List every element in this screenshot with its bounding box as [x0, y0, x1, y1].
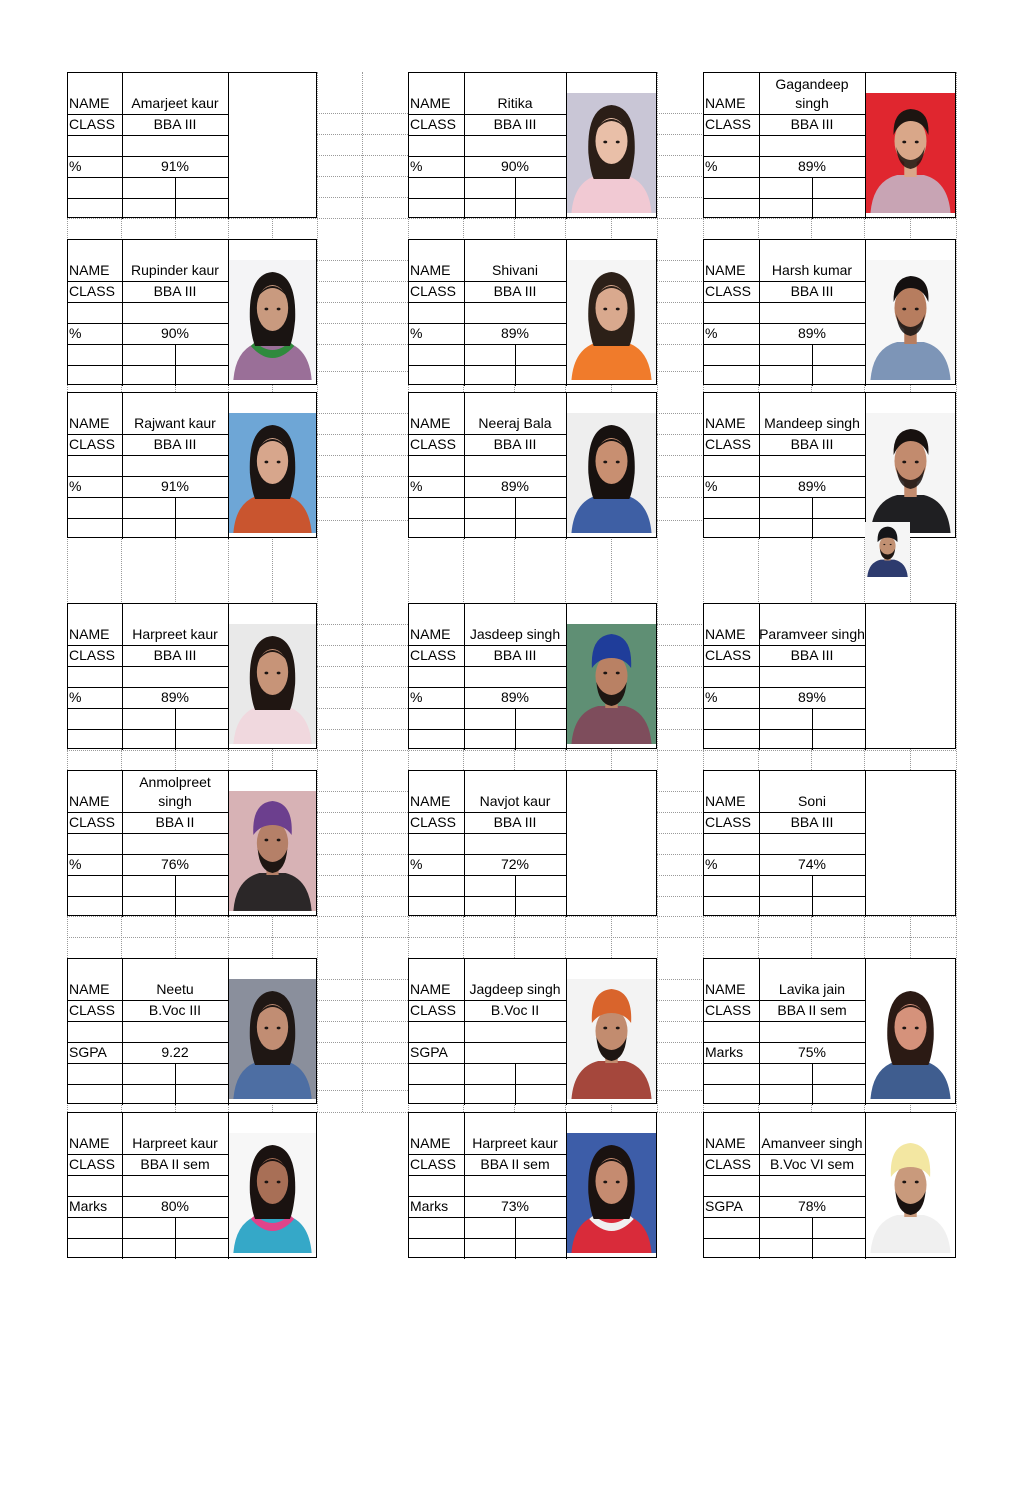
score-label: %	[705, 158, 718, 174]
student-class: BBA III	[153, 116, 197, 132]
student-card	[408, 770, 657, 916]
student-class: BBA II sem	[777, 1002, 847, 1018]
name-label: NAME	[69, 981, 110, 997]
name-label: NAME	[69, 626, 110, 642]
student-card	[67, 770, 317, 916]
student-card	[703, 392, 956, 538]
student-score: 91%	[160, 158, 190, 174]
name-label: NAME	[69, 95, 110, 111]
student-class: B.Voc II	[490, 1002, 540, 1018]
score-label: %	[705, 325, 718, 341]
student-card	[67, 392, 317, 538]
student-card	[67, 72, 317, 218]
score-label: %	[69, 325, 82, 341]
score-label: %	[410, 689, 423, 705]
student-score: 78%	[797, 1198, 827, 1214]
student-score: 76%	[160, 856, 190, 872]
student-class: BBA III	[493, 116, 537, 132]
student-name: Neetu	[156, 981, 194, 997]
student-score: 72%	[500, 856, 530, 872]
student-name: Navjot kaur	[479, 793, 551, 809]
score-label: Marks	[410, 1198, 449, 1214]
student-score: 74%	[797, 856, 827, 872]
student-card	[67, 603, 317, 749]
student-card	[703, 770, 956, 916]
student-name: Shivani	[492, 262, 538, 278]
class-label: CLASS	[410, 647, 456, 663]
name-label: NAME	[705, 415, 746, 431]
female-photo	[229, 979, 316, 1099]
score-label: SGPA	[69, 1044, 107, 1060]
score-label: %	[69, 856, 82, 872]
student-score: 89%	[797, 325, 827, 341]
student-score: 89%	[500, 689, 530, 705]
female-photo	[567, 93, 656, 213]
score-label: %	[705, 689, 718, 705]
male-photo	[866, 413, 955, 533]
name-label: NAME	[410, 793, 451, 809]
student-score: 90%	[500, 158, 530, 174]
class-label: CLASS	[69, 116, 115, 132]
class-label: CLASS	[705, 283, 751, 299]
student-class: B.Voc III	[148, 1002, 202, 1018]
female-photo	[229, 624, 316, 744]
name-label: NAME	[705, 262, 746, 278]
female-photo	[229, 260, 316, 380]
student-card	[408, 392, 657, 538]
student-name: Paramveer singh	[759, 626, 865, 642]
class-label: CLASS	[410, 814, 456, 830]
turban-photo	[229, 791, 316, 911]
female-photo	[229, 413, 316, 533]
class-label: CLASS	[705, 1002, 751, 1018]
student-card	[408, 1112, 657, 1258]
student-score: 80%	[160, 1198, 190, 1214]
student-name: Harpreet kaur	[132, 1135, 218, 1151]
class-label: CLASS	[69, 1002, 115, 1018]
class-label: CLASS	[705, 436, 751, 452]
name-label: NAME	[69, 415, 110, 431]
name-label: NAME	[69, 793, 110, 809]
student-name: Gagandeep singh	[775, 76, 849, 111]
class-label: CLASS	[69, 283, 115, 299]
score-label: Marks	[69, 1198, 108, 1214]
student-card	[408, 72, 657, 218]
score-label: %	[69, 689, 82, 705]
class-label: CLASS	[69, 1156, 115, 1172]
student-class: BBA III	[790, 814, 834, 830]
student-name: Mandeep singh	[764, 415, 860, 431]
score-label: %	[69, 478, 82, 494]
class-label: CLASS	[705, 647, 751, 663]
student-name: Harpreet kaur	[472, 1135, 558, 1151]
class-label: CLASS	[410, 283, 456, 299]
student-card	[703, 72, 956, 218]
score-label: %	[705, 856, 718, 872]
name-label: NAME	[705, 793, 746, 809]
student-name: Rajwant kaur	[134, 415, 216, 431]
name-label: NAME	[410, 626, 451, 642]
turban-photo	[567, 624, 656, 744]
student-name: Amanveer singh	[761, 1135, 863, 1151]
student-class: BBA III	[153, 436, 197, 452]
student-card	[703, 958, 956, 1104]
student-class: BBA III	[790, 116, 834, 132]
name-label: NAME	[705, 981, 746, 997]
student-card	[67, 239, 317, 385]
student-class: BBA III	[153, 647, 197, 663]
score-label: SGPA	[705, 1198, 743, 1214]
score-label: %	[410, 856, 423, 872]
name-label: NAME	[705, 626, 746, 642]
student-card	[703, 603, 956, 749]
name-label: NAME	[69, 262, 110, 278]
student-name: Ritika	[497, 95, 533, 111]
student-name: Lavika jain	[778, 981, 846, 997]
student-card	[408, 958, 657, 1104]
student-class: BBA II sem	[140, 1156, 210, 1172]
student-class: BBA III	[790, 647, 834, 663]
student-score: 91%	[160, 478, 190, 494]
student-score: 75%	[797, 1044, 827, 1060]
score-label: SGPA	[410, 1044, 448, 1060]
female-photo	[567, 260, 656, 380]
student-class: B.Voc VI sem	[769, 1156, 855, 1172]
student-card	[408, 239, 657, 385]
male-photo	[866, 260, 955, 380]
student-name: Jasdeep singh	[469, 626, 561, 642]
student-name: Harpreet kaur	[132, 626, 218, 642]
student-name: Harsh kumar	[771, 262, 853, 278]
student-class: BBA II	[155, 814, 195, 830]
student-score: 89%	[797, 158, 827, 174]
student-score: 73%	[500, 1198, 530, 1214]
class-label: CLASS	[705, 1156, 751, 1172]
student-card	[408, 603, 657, 749]
student-card	[67, 1112, 317, 1258]
name-label: NAME	[410, 981, 451, 997]
student-score: 89%	[500, 325, 530, 341]
name-label: NAME	[410, 95, 451, 111]
student-name: Neeraj Bala	[478, 415, 552, 431]
class-label: CLASS	[410, 1156, 456, 1172]
class-label: CLASS	[69, 647, 115, 663]
score-label: %	[705, 478, 718, 494]
student-score: 89%	[500, 478, 530, 494]
class-label: CLASS	[410, 1002, 456, 1018]
student-class: BBA III	[493, 436, 537, 452]
student-class: BBA III	[493, 647, 537, 663]
class-label: CLASS	[705, 116, 751, 132]
student-name: Amarjeet kaur	[131, 95, 219, 111]
female-photo	[567, 413, 656, 533]
name-label: NAME	[705, 1135, 746, 1151]
student-class: BBA III	[153, 283, 197, 299]
class-label: CLASS	[705, 814, 751, 830]
female-photo	[866, 979, 955, 1099]
turban-photo	[567, 979, 656, 1099]
name-label: NAME	[410, 415, 451, 431]
student-name: Anmolpreet singh	[139, 774, 211, 809]
score-label: %	[410, 158, 423, 174]
male-photo	[866, 93, 955, 213]
score-label: %	[410, 478, 423, 494]
turban-photo	[865, 522, 910, 577]
student-score: 90%	[160, 325, 190, 341]
student-score: 9.22	[161, 1044, 189, 1060]
female-photo	[567, 1133, 656, 1253]
name-label: NAME	[705, 95, 746, 111]
student-score: 89%	[160, 689, 190, 705]
student-name: Rupinder kaur	[131, 262, 219, 278]
name-label: NAME	[410, 1135, 451, 1151]
student-score: 89%	[797, 478, 827, 494]
name-label: NAME	[410, 262, 451, 278]
student-card	[703, 1112, 956, 1258]
student-score: 89%	[797, 689, 827, 705]
class-label: CLASS	[410, 116, 456, 132]
student-class: BBA III	[493, 283, 537, 299]
student-class: BBA II sem	[480, 1156, 550, 1172]
student-name: Jagdeep singh	[469, 981, 561, 997]
student-card	[67, 958, 317, 1104]
class-label: CLASS	[69, 814, 115, 830]
female-photo	[229, 1133, 316, 1253]
student-name: Soni	[797, 793, 827, 809]
class-label: CLASS	[410, 436, 456, 452]
student-class: BBA III	[790, 436, 834, 452]
student-class: BBA III	[790, 283, 834, 299]
name-label: NAME	[69, 1135, 110, 1151]
student-card	[703, 239, 956, 385]
class-label: CLASS	[69, 436, 115, 452]
turban-photo	[866, 1133, 955, 1253]
score-label: %	[69, 158, 82, 174]
score-label: %	[410, 325, 423, 341]
score-label: Marks	[705, 1044, 744, 1060]
student-class: BBA III	[493, 814, 537, 830]
